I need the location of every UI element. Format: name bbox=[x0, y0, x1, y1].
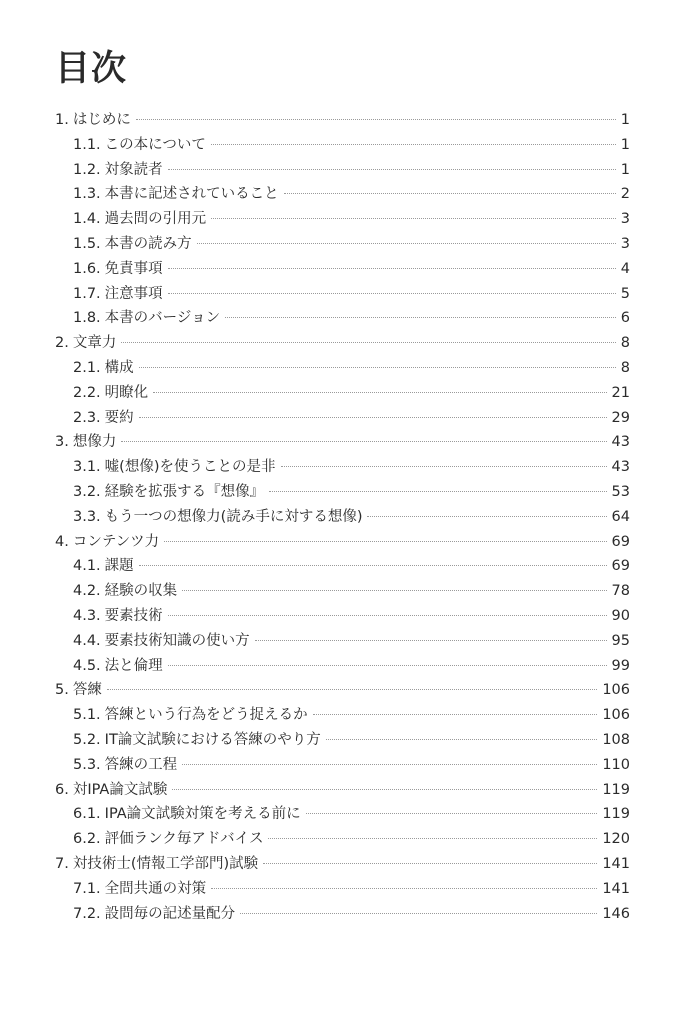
toc-entry-title: 嘘(想像)を使うことの是非 bbox=[104, 459, 276, 476]
toc-entry-number: 4. bbox=[55, 533, 69, 550]
toc-section-entry[interactable] bbox=[55, 753, 630, 778]
toc-section-entry[interactable] bbox=[55, 604, 630, 629]
toc-section-entry[interactable] bbox=[55, 505, 630, 530]
toc-entry-number: 1.7. bbox=[73, 285, 101, 302]
toc-entry-page-number: 69 bbox=[611, 558, 630, 575]
dot-leader bbox=[268, 838, 597, 839]
dot-leader bbox=[211, 218, 616, 219]
toc-entry-number: 6.1. bbox=[73, 806, 101, 823]
toc-entry-page-number: 78 bbox=[611, 583, 630, 600]
toc-entry-page-number: 106 bbox=[602, 707, 630, 724]
toc-entry-number: 1.6. bbox=[73, 260, 101, 277]
toc-entry-title: 要約 bbox=[104, 409, 134, 426]
toc-entry-title: 本書に記述されていること bbox=[104, 186, 279, 203]
toc-entry-page-number: 3 bbox=[620, 211, 630, 228]
toc-entry-title: この本について bbox=[104, 136, 206, 153]
toc-entry-title: もう一つの想像力(読み手に対する想像) bbox=[104, 508, 363, 525]
toc-entry-number: 7.1. bbox=[73, 880, 101, 897]
toc-section-entry[interactable] bbox=[55, 877, 630, 902]
toc-entry-title: 要素技術知識の使い方 bbox=[104, 632, 250, 649]
toc-section-entry[interactable] bbox=[55, 554, 630, 579]
dot-leader bbox=[313, 714, 598, 715]
toc-chapter-entry[interactable] bbox=[55, 530, 630, 555]
toc-entry-page-number: 95 bbox=[611, 632, 630, 649]
toc-entry-title: 過去問の引用元 bbox=[104, 211, 207, 228]
dot-leader bbox=[284, 193, 616, 194]
toc-section-entry[interactable] bbox=[55, 257, 630, 282]
toc-entry-number: 3.2. bbox=[73, 483, 101, 500]
toc-entry-page-number: 8 bbox=[620, 359, 630, 376]
toc-entry-title: 要素技術 bbox=[104, 607, 163, 624]
dot-leader bbox=[211, 888, 597, 889]
toc-entry-page-number: 6 bbox=[620, 310, 630, 327]
toc-entry-page-number: 53 bbox=[611, 483, 630, 500]
toc-section-entry[interactable] bbox=[55, 381, 630, 406]
toc-entry-page-number: 1 bbox=[620, 112, 630, 128]
toc-entry-number: 4.4. bbox=[73, 632, 101, 649]
toc-entry-number: 2. bbox=[55, 335, 69, 352]
toc-entry-page-number: 1 bbox=[620, 136, 630, 153]
toc-section-entry[interactable] bbox=[55, 133, 630, 158]
toc-entry-title: 法と倫理 bbox=[104, 657, 163, 674]
toc-entry-page-number: 146 bbox=[602, 905, 630, 922]
toc-section-entry[interactable] bbox=[55, 207, 630, 232]
toc-entry-page-number: 141 bbox=[602, 855, 630, 872]
dot-leader bbox=[281, 466, 607, 467]
toc-entry-page-number: 69 bbox=[611, 533, 630, 550]
dot-leader bbox=[164, 541, 606, 542]
toc-entry-title: IPA論文試験対策を考える前に bbox=[104, 806, 301, 823]
toc-entry-number: 7.2. bbox=[73, 905, 101, 922]
toc-entry-number: 1.2. bbox=[73, 161, 101, 178]
dot-leader bbox=[263, 863, 597, 864]
toc-section-entry[interactable] bbox=[55, 480, 630, 505]
toc-entry-page-number: 106 bbox=[602, 682, 630, 699]
toc-section-entry[interactable] bbox=[55, 356, 630, 381]
toc-entry-title: 明瞭化 bbox=[104, 384, 149, 401]
toc-section-entry[interactable] bbox=[55, 455, 630, 480]
toc-entry-page-number: 3 bbox=[620, 235, 630, 252]
toc-entry-page-number: 4 bbox=[620, 260, 630, 277]
toc-section-entry[interactable] bbox=[55, 579, 630, 604]
dot-leader bbox=[121, 342, 615, 343]
toc-section-entry[interactable] bbox=[55, 629, 630, 654]
toc-entry-number: 2.3. bbox=[73, 409, 101, 426]
toc-section-entry[interactable] bbox=[55, 232, 630, 257]
dot-leader bbox=[139, 565, 607, 566]
toc-entry-page-number: 141 bbox=[602, 880, 630, 897]
toc-entry-page-number: 90 bbox=[611, 607, 630, 624]
toc-entry-number: 6. bbox=[55, 781, 69, 798]
toc-entry-title: 対IPA論文試験 bbox=[72, 781, 168, 798]
toc-entry-title: 設問毎の記述量配分 bbox=[104, 905, 236, 922]
toc-entry-page-number: 43 bbox=[611, 459, 630, 476]
toc-chapter-entry[interactable] bbox=[55, 331, 630, 356]
toc-section-entry[interactable] bbox=[55, 654, 630, 679]
toc-entry-title: 経験を拡張する『想像』 bbox=[104, 483, 265, 500]
toc-entry-title: 全問共通の対策 bbox=[104, 880, 207, 897]
toc-entry-page-number: 119 bbox=[602, 781, 630, 798]
dot-leader bbox=[182, 764, 597, 765]
toc-entry-number: 4.1. bbox=[73, 558, 101, 575]
toc-entry-title: 課題 bbox=[104, 558, 134, 575]
toc-section-entry[interactable] bbox=[55, 703, 630, 728]
dot-leader bbox=[182, 590, 606, 591]
dot-leader bbox=[255, 640, 607, 641]
toc-entry-number: 7. bbox=[55, 855, 69, 872]
toc-entry-number: 4.3. bbox=[73, 607, 101, 624]
page-title: 目次 bbox=[55, 49, 128, 89]
toc-entry-number: 3.1. bbox=[73, 459, 101, 476]
dot-leader bbox=[240, 913, 597, 914]
toc-entry-title: 構成 bbox=[104, 359, 134, 376]
table-of-contents bbox=[55, 108, 630, 926]
dot-leader bbox=[153, 392, 606, 393]
dot-leader bbox=[107, 689, 597, 690]
toc-entry-title: 対技術士(情報工学部門)試験 bbox=[72, 855, 259, 872]
toc-entry-number: 1.3. bbox=[73, 186, 101, 203]
dot-leader bbox=[121, 441, 606, 442]
dot-leader bbox=[139, 417, 607, 418]
toc-section-entry[interactable] bbox=[55, 306, 630, 331]
toc-entry-number: 4.2. bbox=[73, 583, 101, 600]
toc-entry-page-number: 43 bbox=[611, 434, 630, 451]
toc-entry-title: 答練という行為をどう捉えるか bbox=[104, 707, 308, 724]
toc-entry-number: 1.1. bbox=[73, 136, 101, 153]
toc-entry-title: 想像力 bbox=[72, 434, 117, 451]
toc-entry-number: 3.3. bbox=[73, 508, 101, 525]
toc-entry-title: 文章力 bbox=[72, 335, 117, 352]
toc-entry-number: 5.3. bbox=[73, 756, 101, 773]
dot-leader bbox=[168, 665, 607, 666]
dot-leader bbox=[306, 813, 598, 814]
dot-leader bbox=[168, 268, 616, 269]
toc-entry-title: コンテンツ力 bbox=[72, 533, 160, 550]
toc-section-entry[interactable] bbox=[55, 728, 630, 753]
toc-chapter-entry[interactable] bbox=[55, 678, 630, 703]
dot-leader bbox=[168, 169, 616, 170]
toc-chapter-entry[interactable] bbox=[55, 852, 630, 877]
dot-leader bbox=[326, 739, 598, 740]
toc-entry-title: 本書のバージョン bbox=[104, 310, 221, 327]
toc-entry-title: 注意事項 bbox=[104, 285, 163, 302]
dot-leader bbox=[211, 144, 616, 145]
dot-leader bbox=[269, 491, 606, 492]
toc-entry-title: はじめに bbox=[72, 112, 131, 128]
toc-entry-page-number: 29 bbox=[611, 409, 630, 426]
dot-leader bbox=[172, 789, 597, 790]
toc-entry-number: 5.2. bbox=[73, 731, 101, 748]
toc-entry-title: 答練 bbox=[72, 682, 102, 699]
toc-entry-number: 4.5. bbox=[73, 657, 101, 674]
toc-entry-title: 評価ランク毎アドバイス bbox=[104, 831, 264, 848]
toc-entry-number: 1.8. bbox=[73, 310, 101, 327]
toc-entry-number: 1. bbox=[55, 112, 69, 128]
toc-entry-number: 5.1. bbox=[73, 707, 101, 724]
toc-entry-page-number: 119 bbox=[602, 806, 630, 823]
toc-entry-number: 1.5. bbox=[73, 235, 101, 252]
toc-section-entry[interactable] bbox=[55, 902, 630, 927]
toc-entry-page-number: 108 bbox=[602, 731, 630, 748]
toc-entry-title: 経験の収集 bbox=[104, 583, 178, 600]
toc-entry-page-number: 21 bbox=[611, 384, 630, 401]
toc-entry-page-number: 120 bbox=[602, 831, 630, 848]
toc-entry-number: 1.4. bbox=[73, 211, 101, 228]
toc-entry-page-number: 1 bbox=[620, 161, 630, 178]
toc-entry-page-number: 5 bbox=[620, 285, 630, 302]
toc-entry-number: 5. bbox=[55, 682, 69, 699]
toc-entry-page-number: 110 bbox=[602, 756, 630, 773]
toc-section-entry[interactable] bbox=[55, 406, 630, 431]
toc-section-entry[interactable] bbox=[55, 182, 630, 207]
toc-chapter-entry[interactable] bbox=[55, 108, 630, 133]
dot-leader bbox=[168, 293, 616, 294]
toc-section-entry[interactable] bbox=[55, 282, 630, 307]
toc-entry-number: 6.2. bbox=[73, 831, 101, 848]
toc-chapter-entry[interactable] bbox=[55, 778, 630, 803]
dot-leader bbox=[136, 119, 616, 120]
dot-leader bbox=[225, 317, 616, 318]
toc-entry-number: 3. bbox=[55, 434, 69, 451]
toc-entry-number: 2.1. bbox=[73, 359, 101, 376]
toc-entry-page-number: 99 bbox=[611, 657, 630, 674]
toc-entry-title: 対象読者 bbox=[104, 161, 163, 178]
toc-section-entry[interactable] bbox=[55, 802, 630, 827]
toc-entry-title: IT論文試験における答練のやり方 bbox=[104, 731, 321, 748]
toc-entry-page-number: 2 bbox=[620, 186, 630, 203]
dot-leader bbox=[367, 516, 606, 517]
toc-entry-number: 2.2. bbox=[73, 384, 101, 401]
dot-leader bbox=[139, 367, 616, 368]
toc-section-entry[interactable] bbox=[55, 827, 630, 852]
dot-leader bbox=[197, 243, 616, 244]
toc-section-entry[interactable] bbox=[55, 158, 630, 183]
toc-entry-title: 答練の工程 bbox=[104, 756, 178, 773]
toc-entry-page-number: 64 bbox=[611, 508, 630, 525]
toc-chapter-entry[interactable] bbox=[55, 430, 630, 455]
toc-entry-page-number: 8 bbox=[620, 335, 630, 352]
toc-entry-title: 本書の読み方 bbox=[104, 235, 192, 252]
dot-leader bbox=[168, 615, 607, 616]
toc-entry-title: 免責事項 bbox=[104, 260, 163, 277]
